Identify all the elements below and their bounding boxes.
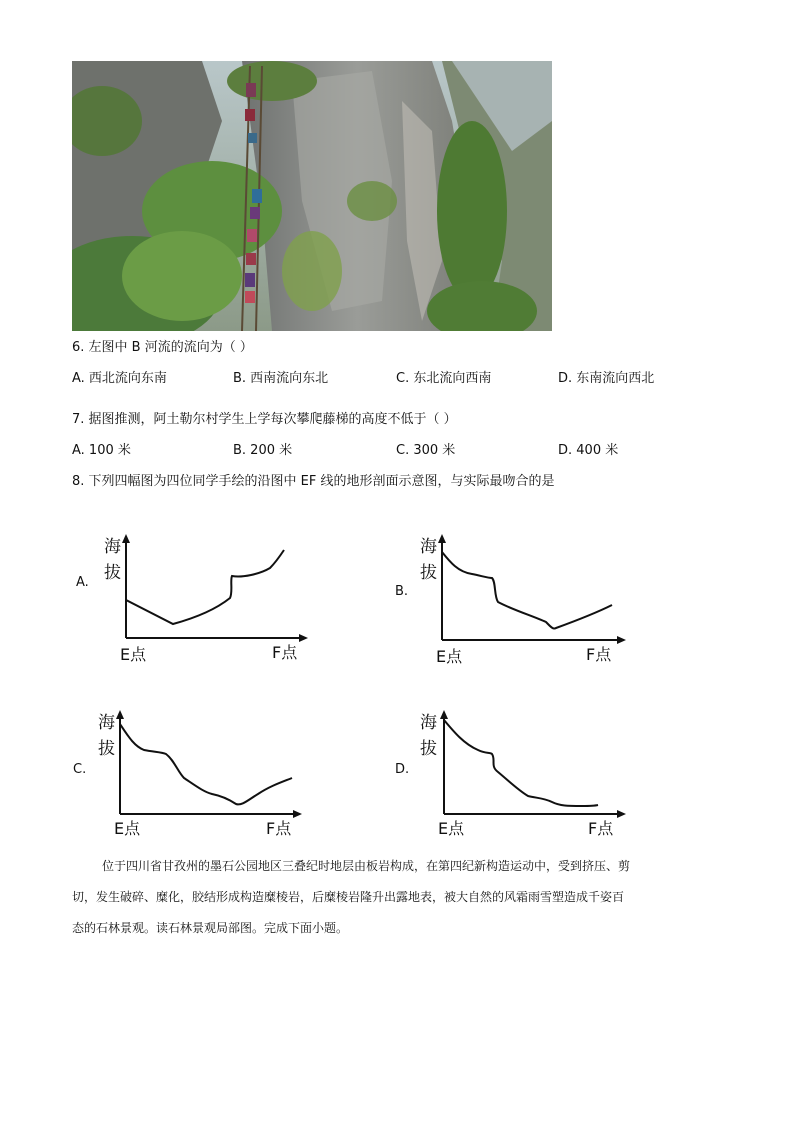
profile-c-start: E点 [114,819,141,838]
profile-b-ylabel-1: 海 [420,537,437,557]
profile-d-letter: D. [395,762,410,777]
profile-a-ylabel-1: 海 [104,537,121,557]
q7-option-b: B. 200 米 [233,443,293,458]
profile-c-letter: C. [73,762,87,777]
q6-option-a: A. 西北流向东南 [72,371,167,386]
profile-b-ylabel-2: 拔 [420,563,437,583]
profile-a-letter: A. [76,575,89,590]
profile-d-start: E点 [438,819,465,838]
profile-a [70,530,320,670]
profile-d-ylabel-2: 拔 [420,739,437,759]
profile-d [388,706,638,846]
passage-line-3: 态的石林景观。读石林景观局部图。完成下面小题。 [72,921,349,935]
profile-c-ylabel-2: 拔 [98,739,115,759]
profile-b [388,530,638,670]
profile-b-start: E点 [436,647,463,666]
q6-option-d: D. 东南流向西北 [558,371,655,386]
profile-b-end: F点 [586,645,612,664]
profile-b-curve [442,552,612,629]
profile-c-end: F点 [266,819,292,838]
question-8-stem: 8. 下列四幅图为四位同学手绘的沿图中 EF 线的地形剖面示意图，与实际最吻合的是 [72,474,555,489]
profile-d-end: F点 [588,819,614,838]
q7-option-d: D. 400 米 [558,443,619,458]
profile-a-ylabel-2: 拔 [104,563,121,583]
profile-a-start: E点 [120,645,147,664]
passage-line-2: 切，发生破碎、糜化，胶结形成构造糜棱岩，后糜棱岩隆升出露地表，被大自然的风霜雨雪塑造成千姿百 [72,890,625,904]
question-6-stem: 6. 左图中 B 河流的流向为（ ） [72,340,253,355]
cliff-ladder-photo [72,61,552,331]
q7-option-c: C. 300 米 [396,443,456,458]
profile-a-curve [126,550,284,624]
question-7-stem: 7. 据图推测，阿土勒尔村学生上学每次攀爬藤梯的高度不低于（ ） [72,412,457,427]
profile-b-letter: B. [395,584,409,599]
profile-d-curve [444,720,598,806]
q7-option-a: A. 100 米 [72,443,131,458]
profile-c [70,706,320,846]
profile-c-ylabel-1: 海 [98,713,115,733]
profile-d-ylabel-1: 海 [420,713,437,733]
q6-option-c: C. 东北流向西南 [396,371,492,386]
q6-option-b: B. 西南流向东北 [233,371,329,386]
profile-c-curve [120,724,292,804]
passage-line-1: 位于四川省甘孜州的墨石公园地区三叠纪时地层由板岩构成，在第四纪新构造运动中，受到挤压、剪 [102,859,631,873]
profile-a-end: F点 [272,643,298,662]
